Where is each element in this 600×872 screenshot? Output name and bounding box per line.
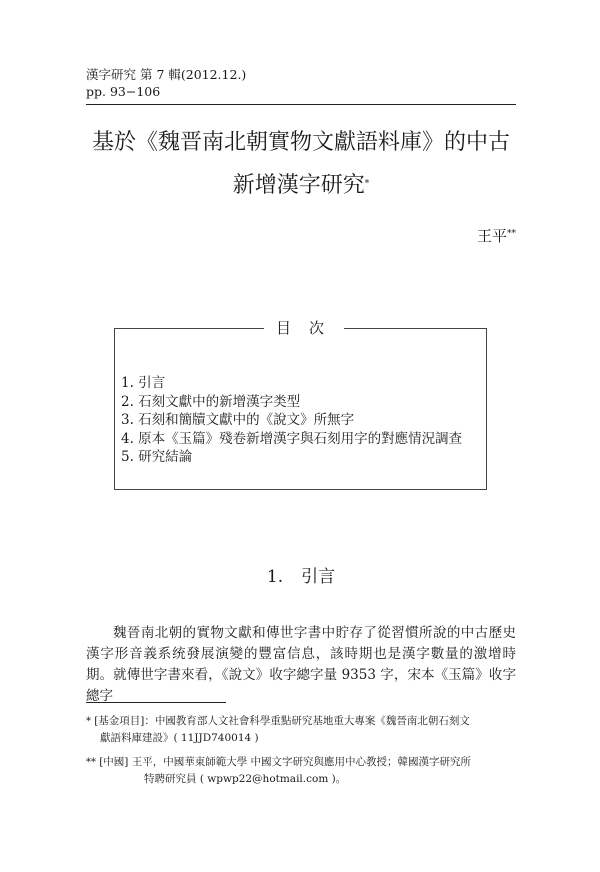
footnote-1-mark: * <box>86 716 95 727</box>
footnote-2-line2: 特聘研究員 ( wpwp22@hotmail.com )。 <box>144 773 347 785</box>
paper-title-text: 新增漢字研究 <box>232 173 365 198</box>
body-text <box>86 623 516 707</box>
footnote-1-line1: [基金項目]：中國教育部人文社會科學重點研究基地重大專案《魏晉南北朝石刻文 <box>94 715 470 727</box>
toc-item[interactable]: 4. 原本《玉篇》殘卷新增漢字與石刻用字的對應情況調查 <box>121 430 463 447</box>
toc-item[interactable]: 1. 引言 <box>121 375 166 391</box>
section-number: 1. <box>266 567 284 587</box>
author <box>86 226 516 246</box>
footnote-2 <box>86 754 526 787</box>
toc-item[interactable]: 5. 研究結論 <box>121 449 193 465</box>
toc-item[interactable]: 2. 石刻文獻中的新增漢字类型 <box>121 393 301 410</box>
footnote-2-line1: [中國] 王平，中國華東師範大學 中國文字研究與應用中心教授；韓國漢字研究所 <box>99 756 472 768</box>
author-name: 王平 <box>476 227 507 245</box>
toc-heading: 目次 <box>264 318 344 338</box>
header-rule <box>86 104 516 105</box>
paper-title-line1: 基於《魏晋南北朝實物文獻語料庫》的中古 <box>91 130 510 155</box>
footnote-1 <box>86 713 526 746</box>
toc-list <box>121 374 462 467</box>
journal-name: 漢字研究 第 7 輯(2012.12.) <box>86 67 247 82</box>
paper-title-line2 <box>86 171 516 201</box>
author-footnote-mark: ** <box>507 229 516 239</box>
footnote-2-mark: ** <box>86 757 100 768</box>
toc-item[interactable]: 3. 石刻和簡牘文獻中的《說文》所無字 <box>121 412 355 428</box>
section-heading <box>86 566 516 588</box>
footnote-rule <box>86 702 226 703</box>
section-title: 引言 <box>301 567 336 587</box>
page-range: pp. 93−106 <box>86 84 161 99</box>
footnote-1-line2: 獻語料庫建設》( 11JJD740014 ) <box>100 732 259 744</box>
body-paragraph: 魏晉南北朝的實物文獻和傳世字書中貯存了從習慣所說的中古歷史漢字形音義系统發展演變的豐富信息，該時期也是漢字數量的激增時期。就傳世字書來看，《說文》收字總字量 9353 字，宋本《玉篇》收字總字 <box>86 625 516 704</box>
title-footnote-mark: * <box>364 179 370 189</box>
